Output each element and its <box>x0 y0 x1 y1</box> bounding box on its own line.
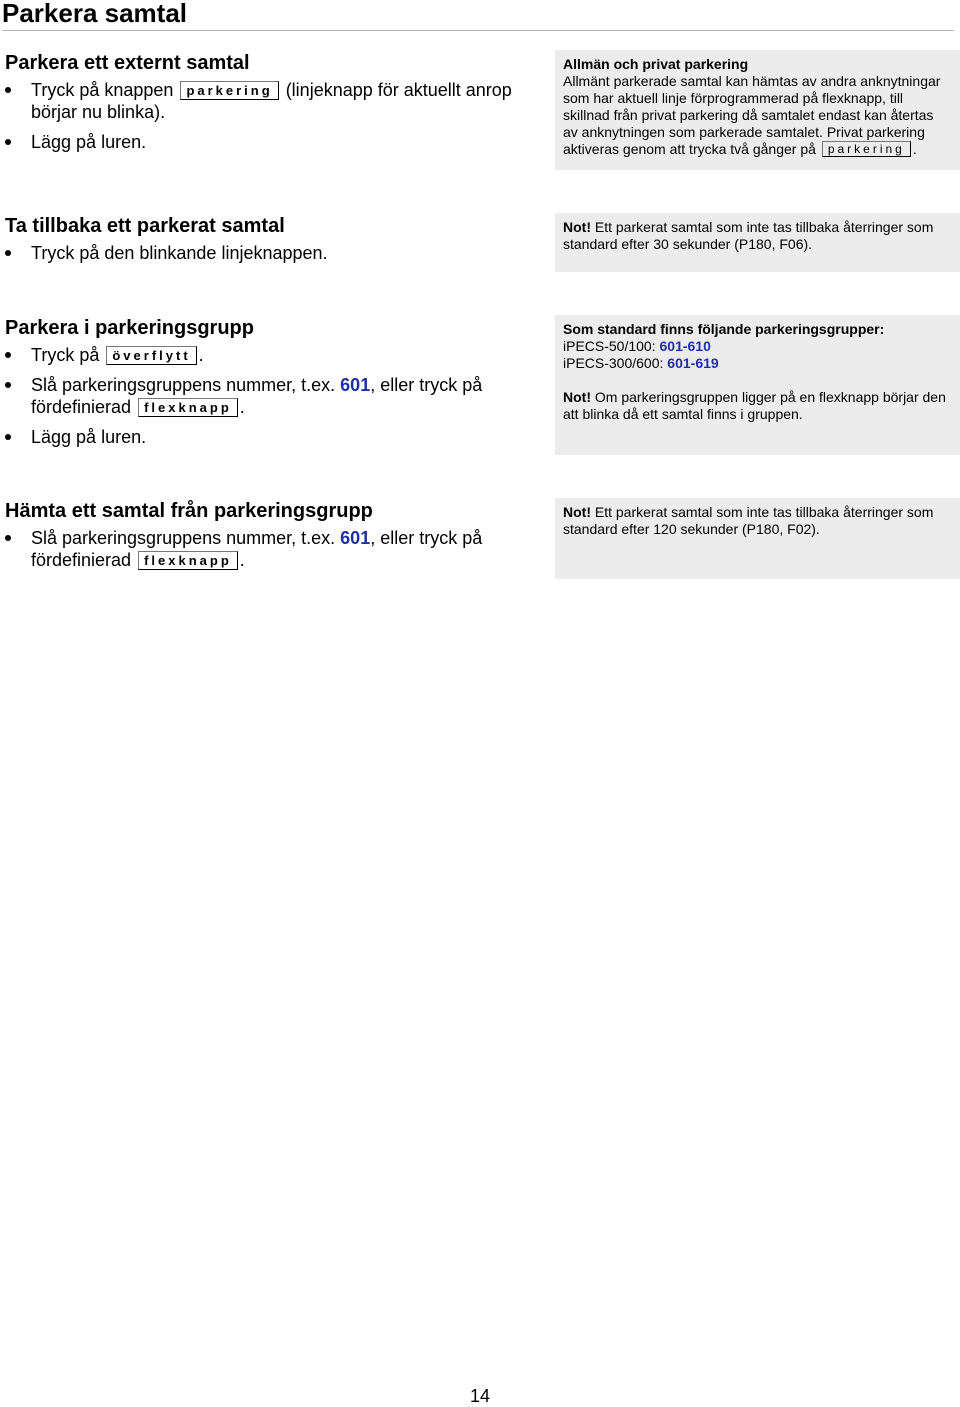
note-box-fetch <box>555 498 960 579</box>
range-label: iPECS-50/100: <box>563 338 660 354</box>
step-text: Slå parkeringsgruppens nummer, t.ex. <box>31 375 336 395</box>
section-park-group <box>5 316 535 456</box>
section-heading: Parkera i parkeringsgrupp <box>5 317 254 339</box>
note-text: Om parkeringsgruppen ligger på en flexknapp börjar den att blinka då ett samtal finns i gruppen. <box>563 389 946 422</box>
note-label: Not! <box>563 389 591 405</box>
page-number: 14 <box>469 1386 491 1406</box>
note-title: Som standard finns följande parkeringsgrupper: <box>563 321 885 337</box>
range-value: 601-619 <box>667 355 719 371</box>
section-heading: Hämta ett samtal från parkeringsgrupp <box>5 500 373 522</box>
note-text: Ett parkerat samtal som inte tas tillbaka återringer som standard efter 30 sekunder (P180, F06). <box>563 219 934 252</box>
step-list <box>5 79 535 153</box>
flexknapp-key: flexknapp <box>138 551 238 570</box>
step-text: , eller tryck på fördefinierad <box>31 375 483 417</box>
note-box-retrieve <box>555 213 960 272</box>
note-box-general <box>555 50 960 170</box>
step-list <box>5 344 535 448</box>
step-text: . <box>239 397 245 417</box>
step-text: . <box>239 550 245 570</box>
list-item <box>5 79 535 123</box>
group-note <box>563 389 952 423</box>
group-number: 601 <box>340 375 371 395</box>
list-item: Tryck på den blinkande linjeknappen. <box>5 242 535 264</box>
step-text: (linjeknapp för aktuellt anrop börjar nu blinka). <box>31 80 512 122</box>
step-text: Slå parkeringsgruppens nummer, t.ex. <box>31 528 336 548</box>
group-number: 601 <box>340 528 371 548</box>
step-list <box>5 242 535 264</box>
step-list <box>5 527 535 571</box>
step-text: . <box>198 345 204 365</box>
page-title: Parkera samtal <box>2 0 954 31</box>
note-label: Not! <box>563 504 591 520</box>
note-text-end: . <box>912 141 917 157</box>
list-item: Lägg på luren. <box>5 426 535 448</box>
flexknapp-key: flexknapp <box>138 398 238 417</box>
note-label: Not! <box>563 219 591 235</box>
overflytt-key: överflytt <box>106 346 196 365</box>
step-text: , eller tryck på fördefinierad <box>31 528 483 570</box>
step-text: Tryck på knappen <box>31 80 174 100</box>
note-text: Allmänt parkerade samtal kan hämtas av andra anknytningar som har aktuell linje förprogrammerad på flexknapp, till skillnad från privat parkering då samtalet endast kan återtas av anknytningen som parkerade samtalet. Privat parkering aktiveras genom att trycka två gånger på <box>563 73 941 157</box>
list-item: Lägg på luren. <box>5 131 535 153</box>
parkering-key: parkering <box>822 141 911 157</box>
section-heading: Parkera ett externt samtal <box>5 52 250 74</box>
step-text: Tryck på <box>31 345 100 365</box>
range-label: iPECS-300/600: <box>563 355 668 371</box>
section-external-park <box>5 51 535 161</box>
range-value: 601-610 <box>659 338 711 354</box>
note-title: Allmän och privat parkering <box>563 56 749 72</box>
list-item <box>5 344 535 366</box>
group-range-line <box>563 355 952 372</box>
section-retrieve-call <box>5 214 535 272</box>
section-fetch-call <box>5 499 535 579</box>
group-range-line <box>563 338 952 355</box>
section-heading: Ta tillbaka ett parkerat samtal <box>5 215 285 237</box>
list-item <box>5 374 535 418</box>
note-box-groups <box>555 315 960 455</box>
note-text: Ett parkerat samtal som inte tas tillbaka återringer som standard efter 120 sekunder (P180, F02). <box>563 504 934 537</box>
list-item <box>5 527 535 571</box>
parkering-key: parkering <box>180 81 278 100</box>
